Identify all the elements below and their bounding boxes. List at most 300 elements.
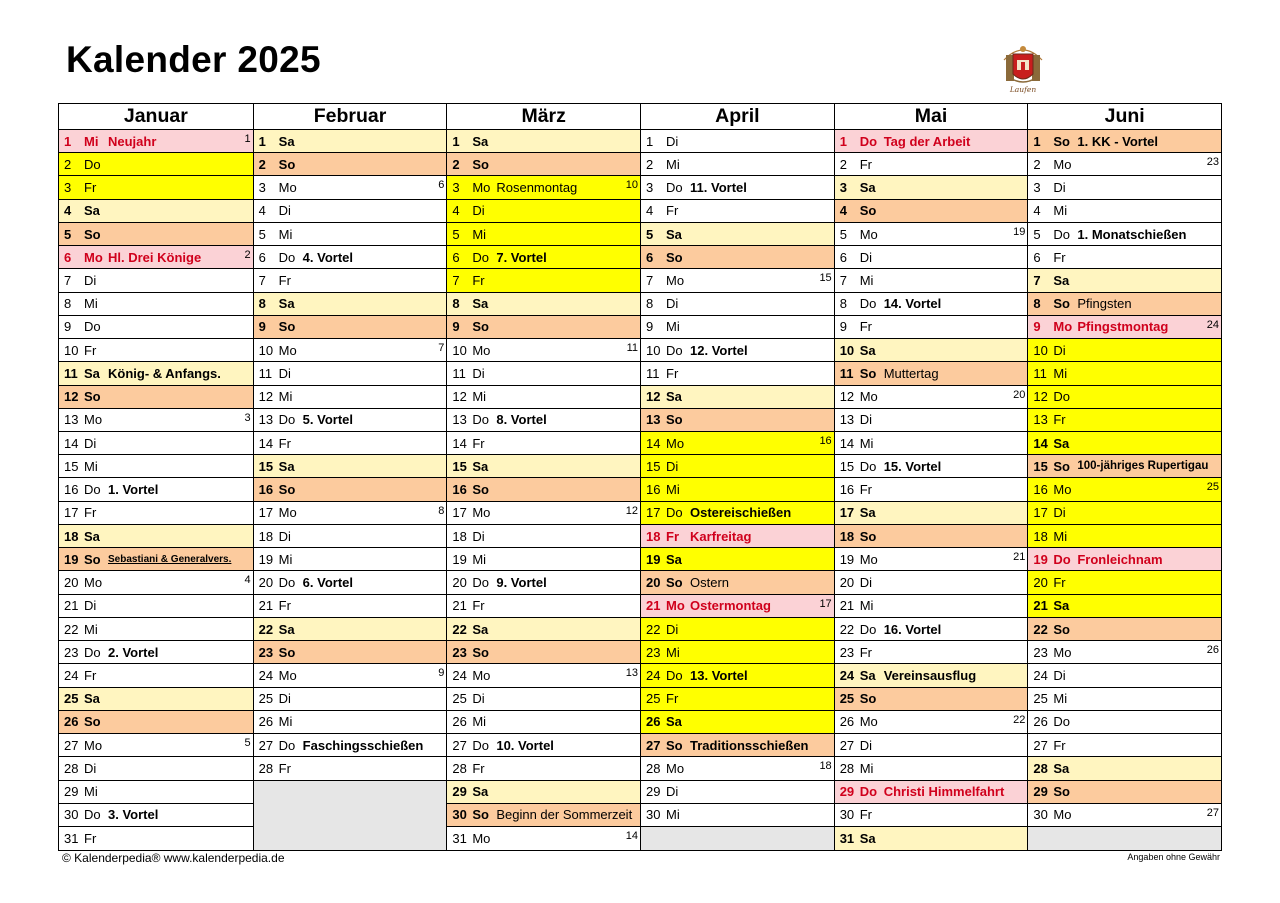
day-cell[interactable] [1028,478,1221,501]
weekday: Di [84,272,97,288]
day-number: 30 [1033,807,1048,823]
day-number: 29 [1033,784,1048,800]
day-cell[interactable] [254,455,447,478]
day-cell[interactable] [254,734,447,757]
day-cell[interactable] [1028,246,1221,269]
day-cell[interactable] [1028,711,1221,734]
day-cell[interactable] [447,781,640,804]
day-cell[interactable] [641,618,834,641]
day-cell[interactable] [59,804,253,827]
month-header: März [447,104,640,130]
weekday: Mi [278,389,293,405]
day-cell[interactable] [835,246,1028,269]
day-cell[interactable] [641,525,834,548]
day-number: 15 [258,458,274,474]
day-number: 7 [646,272,654,288]
day-cell[interactable] [254,478,447,501]
day-cell[interactable] [641,130,834,153]
week-number: 4 [244,574,251,587]
weekday: Sa [1053,272,1070,288]
day-cell[interactable] [835,641,1028,664]
weekday: Sa [472,296,489,312]
day-cell[interactable] [447,804,640,827]
weekday: Mi [666,156,680,172]
day-cell[interactable] [59,502,253,525]
weekday: Di [666,784,679,800]
day-cell[interactable] [641,478,834,501]
day-cell[interactable] [254,641,447,664]
day-cell[interactable] [641,734,834,757]
day-cell[interactable] [641,502,834,525]
day-cell[interactable] [641,153,834,176]
day-cell[interactable] [835,432,1028,455]
weekday: Mi [859,598,874,614]
day-cell[interactable] [641,664,834,687]
day-cell[interactable] [447,362,640,385]
day-cell[interactable] [254,571,447,594]
day-number: 15 [1033,458,1048,474]
day-cell[interactable] [641,316,834,339]
weekday: So [1053,458,1070,474]
weekday: Mo [666,272,685,288]
day-cell[interactable] [835,595,1028,618]
day-cell[interactable] [835,269,1028,292]
day-cell[interactable] [641,269,834,292]
day-cell[interactable] [1028,804,1221,827]
event-label: 3. Vortel [108,807,159,823]
day-cell[interactable] [641,804,834,827]
day-cell[interactable] [641,223,834,246]
day-cell[interactable] [1028,386,1221,409]
weekday: So [666,249,683,265]
day-number: 24 [258,667,274,683]
day-cell[interactable] [835,757,1028,780]
day-cell[interactable] [835,711,1028,734]
day-cell[interactable] [59,455,253,478]
event-label: 13. Vortel [690,667,748,683]
day-number: 16 [646,482,661,498]
day-cell[interactable] [59,200,253,223]
day-cell[interactable] [447,827,640,850]
weekday: So [859,203,877,219]
day-cell[interactable] [447,548,640,571]
day-cell[interactable] [254,757,447,780]
weekday: So [84,551,101,567]
day-cell[interactable] [835,316,1028,339]
day-cell[interactable] [835,734,1028,757]
month-header: Februar [254,104,447,130]
day-number: 25 [64,691,79,707]
day-cell[interactable] [835,525,1028,548]
day-cell[interactable] [254,548,447,571]
day-number: 21 [646,598,661,614]
day-cell[interactable] [835,339,1028,362]
day-cell[interactable] [59,525,253,548]
weekday: Fr [472,760,485,776]
day-cell[interactable] [59,246,253,269]
day-cell[interactable] [447,130,640,153]
day-number: 5 [839,226,847,242]
weekday: Do [1053,551,1071,567]
day-cell[interactable] [59,432,253,455]
day-cell[interactable] [641,688,834,711]
day-cell[interactable] [254,688,447,711]
weekday: Fr [1053,737,1066,753]
day-cell[interactable] [1028,130,1221,153]
weekday: Do [859,784,878,800]
day-cell[interactable] [1028,664,1221,687]
day-cell[interactable] [447,339,640,362]
day-cell[interactable] [447,455,640,478]
day-cell[interactable] [254,711,447,734]
weekday: Do [859,296,877,312]
day-cell[interactable] [254,362,447,385]
day-cell[interactable] [254,223,447,246]
day-cell[interactable] [835,176,1028,199]
week-number: 9 [438,667,445,680]
day-cell[interactable] [59,595,253,618]
month-column-märz [446,104,640,850]
day-cell[interactable] [1028,502,1221,525]
day-number: 11 [1033,365,1047,381]
day-cell[interactable] [59,757,253,780]
day-cell[interactable] [254,130,447,153]
weekday: Di [1053,505,1066,521]
day-cell[interactable] [1028,525,1221,548]
weekday: Di [666,621,679,637]
day-cell[interactable] [254,432,447,455]
day-number: 14 [258,435,274,451]
day-cell[interactable] [641,781,834,804]
day-cell[interactable] [447,757,640,780]
day-cell[interactable] [59,409,253,432]
weekday: Mo [859,714,878,730]
month-column-januar [59,104,253,850]
day-cell[interactable] [254,664,447,687]
weekday: Mi [666,807,680,823]
day-number: 18 [1033,528,1048,544]
weekday: So [84,714,101,730]
day-number: 20 [839,575,855,591]
weekday: Fr [472,272,485,288]
day-cell[interactable] [254,246,447,269]
day-number: 4 [64,203,72,219]
day-cell[interactable] [254,525,447,548]
day-cell[interactable] [447,316,640,339]
event-label: Muttertag [883,365,939,381]
day-cell[interactable] [835,618,1028,641]
weekday: Do [84,156,101,172]
day-cell[interactable] [835,130,1028,153]
day-cell[interactable] [447,223,640,246]
day-cell[interactable] [447,571,640,594]
day-cell[interactable] [835,362,1028,385]
day-cell[interactable] [1028,781,1221,804]
day-cell[interactable] [254,502,447,525]
day-cell[interactable] [835,548,1028,571]
day-cell[interactable] [641,386,834,409]
day-cell[interactable] [1028,362,1221,385]
day-cell[interactable] [835,827,1028,850]
day-cell[interactable] [59,781,253,804]
day-number: 20 [646,575,661,591]
day-number: 18 [452,528,467,544]
day-cell[interactable] [447,734,640,757]
day-number: 31 [452,831,467,847]
day-cell[interactable] [59,827,253,850]
day-number: 12 [452,389,467,405]
day-cell[interactable] [447,176,640,199]
day-cell[interactable] [1028,432,1221,455]
day-cell[interactable] [835,223,1028,246]
day-cell[interactable] [641,246,834,269]
weekday: Di [278,528,291,544]
day-cell[interactable] [1028,548,1221,571]
day-cell[interactable] [835,293,1028,316]
day-cell[interactable] [835,478,1028,501]
day-cell[interactable] [835,455,1028,478]
weekday: Di [472,691,485,707]
day-cell[interactable] [641,571,834,594]
day-cell[interactable] [59,223,253,246]
day-cell[interactable] [641,293,834,316]
day-cell[interactable] [835,200,1028,223]
day-cell[interactable] [1028,153,1221,176]
day-cell[interactable] [59,176,253,199]
day-cell[interactable] [641,455,834,478]
day-cell[interactable] [1028,269,1221,292]
day-cell[interactable] [59,571,253,594]
day-number: 1 [258,133,266,149]
day-cell[interactable] [59,478,253,501]
day-cell[interactable] [1028,455,1221,478]
event-label: 1. Monatschießen [1077,226,1187,242]
day-cell[interactable] [1028,316,1221,339]
week-number: 24 [1206,318,1220,331]
day-cell[interactable] [447,432,640,455]
day-number: 17 [258,505,274,521]
weekday: So [666,412,683,428]
day-cell[interactable] [254,269,447,292]
day-cell[interactable] [254,293,447,316]
day-cell[interactable] [447,711,640,734]
day-cell[interactable] [59,734,253,757]
day-cell[interactable] [59,664,253,687]
day-cell[interactable] [1028,595,1221,618]
day-number: 4 [452,203,460,219]
day-cell[interactable] [447,478,640,501]
day-number: 29 [452,784,467,800]
day-number: 25 [646,691,661,707]
weekday: Sa [859,831,876,847]
day-cell[interactable] [59,641,253,664]
day-cell[interactable] [835,688,1028,711]
day-cell[interactable] [59,153,253,176]
weekday: Fr [278,272,291,288]
day-cell[interactable] [1028,734,1221,757]
weekday: So [278,482,296,498]
day-number: 17 [1033,505,1048,521]
day-cell[interactable] [59,130,253,153]
weekday: Fr [84,505,97,521]
day-number: 27 [258,737,274,753]
day-cell[interactable] [1028,688,1221,711]
day-cell[interactable] [59,386,253,409]
logo-text: Laufen [1009,85,1037,94]
weekday: Fr [84,831,97,847]
weekday: Mo [278,342,297,358]
day-number: 15 [646,458,661,474]
day-cell[interactable] [1028,339,1221,362]
day-cell[interactable] [59,293,253,316]
day-cell[interactable] [59,711,253,734]
day-number: 23 [258,644,274,660]
day-cell[interactable] [1028,618,1221,641]
day-cell[interactable] [1028,176,1221,199]
day-cell[interactable] [59,316,253,339]
day-cell[interactable] [641,595,834,618]
day-cell[interactable] [641,200,834,223]
day-cell[interactable] [641,641,834,664]
day-number: 1 [646,133,654,149]
day-number: 20 [64,575,79,591]
day-number: 14 [64,435,79,451]
day-cell[interactable] [254,595,447,618]
weekday: Fr [1053,575,1066,591]
event-label: Traditionsschießen [690,737,809,753]
day-cell[interactable] [254,618,447,641]
weekday: Do [666,505,683,521]
day-cell[interactable] [59,362,253,385]
weekday: So [472,319,489,335]
day-number: 30 [64,807,79,823]
day-cell[interactable] [641,711,834,734]
day-cell[interactable] [447,618,640,641]
day-cell[interactable] [59,618,253,641]
day-cell[interactable] [254,339,447,362]
day-cell[interactable] [835,153,1028,176]
weekday: Fr [666,203,679,219]
day-cell[interactable] [1028,293,1221,316]
weekday: Sa [84,365,100,381]
weekday: Do [84,644,101,660]
day-cell[interactable] [835,571,1028,594]
weekday: Do [1053,226,1070,242]
day-cell[interactable] [447,502,640,525]
day-number: 20 [1033,575,1048,591]
day-cell[interactable] [447,246,640,269]
day-cell[interactable] [835,804,1028,827]
day-number: 8 [258,296,266,312]
day-cell[interactable] [835,386,1028,409]
weekday: Di [472,203,485,219]
weekday: Fr [472,598,485,614]
day-cell[interactable] [254,386,447,409]
day-number: 5 [452,226,460,242]
day-cell[interactable] [254,409,447,432]
day-number: 3 [646,180,654,196]
day-number: 20 [452,575,467,591]
event-label: 6. Vortel [302,575,354,591]
day-cell[interactable] [641,339,834,362]
day-cell[interactable] [835,409,1028,432]
day-cell[interactable] [641,757,834,780]
weekday: Mo [1053,319,1073,335]
day-number: 13 [1033,412,1048,428]
day-cell[interactable] [447,409,640,432]
weekday: Di [278,365,291,381]
day-cell[interactable] [1028,409,1221,432]
day-number: 23 [1033,644,1048,660]
day-cell[interactable] [447,153,640,176]
day-number: 19 [64,551,79,567]
day-cell[interactable] [59,339,253,362]
day-cell[interactable] [835,781,1028,804]
day-number: 4 [1033,203,1041,219]
day-number: 11 [839,365,854,381]
day-cell[interactable] [447,293,640,316]
day-number: 3 [452,180,460,196]
weekday: Di [278,691,291,707]
event-label: Hl. Drei Könige [108,249,202,265]
day-cell[interactable] [835,502,1028,525]
day-number: 2 [452,156,460,172]
day-cell[interactable] [447,595,640,618]
day-cell[interactable] [1028,571,1221,594]
weekday: Mo [1053,644,1072,660]
day-cell[interactable] [447,664,640,687]
weekday: Di [84,598,97,614]
day-cell[interactable] [254,316,447,339]
day-cell[interactable] [447,269,640,292]
day-cell[interactable] [59,269,253,292]
day-cell[interactable] [1028,757,1221,780]
day-number: 31 [64,831,79,847]
day-number: 3 [1033,180,1041,196]
day-cell[interactable] [447,688,640,711]
day-cell[interactable] [641,548,834,571]
day-cell[interactable] [1028,200,1221,223]
day-cell[interactable] [59,688,253,711]
day-cell[interactable] [447,525,640,548]
weekday: Mo [472,180,491,196]
day-number: 28 [452,760,467,776]
day-cell[interactable] [641,362,834,385]
day-cell[interactable] [59,548,253,571]
day-number: 12 [258,389,274,405]
weekday: So [1053,296,1070,312]
event-label: 15. Vortel [883,458,942,474]
day-cell[interactable] [254,176,447,199]
day-cell[interactable] [1028,641,1221,664]
day-cell[interactable] [447,641,640,664]
day-cell[interactable] [1028,223,1221,246]
day-cell[interactable] [447,200,640,223]
day-number: 30 [646,807,661,823]
day-number: 19 [646,551,661,567]
day-cell[interactable] [641,432,834,455]
day-cell[interactable] [641,176,834,199]
day-cell[interactable] [254,153,447,176]
day-cell[interactable] [447,386,640,409]
day-cell[interactable] [254,200,447,223]
day-cell[interactable] [641,409,834,432]
day-cell[interactable] [835,664,1028,687]
week-number: 2 [244,249,251,262]
day-number: 12 [64,389,79,405]
week-number: 10 [625,179,639,192]
weekday: So [1053,621,1070,637]
